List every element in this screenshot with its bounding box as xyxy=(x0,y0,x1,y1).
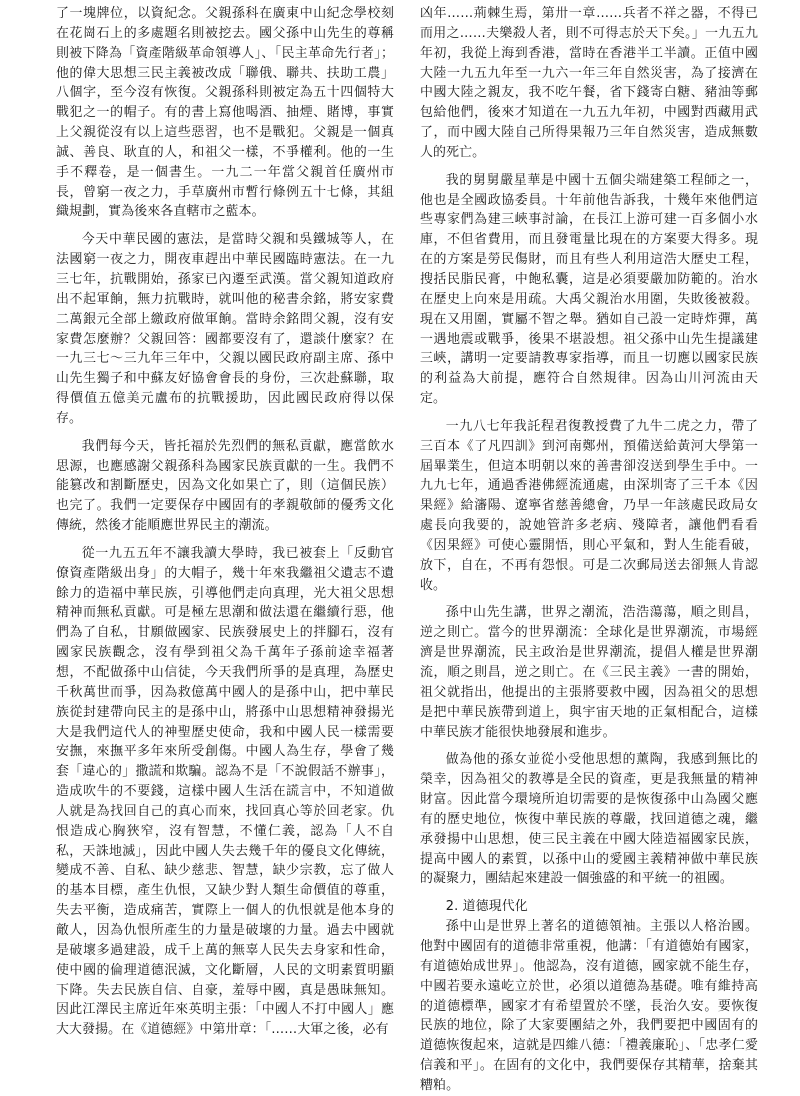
paragraph: 一九八七年我託程君復教授費了九牛二虎之力，帶了三百本《了凡四訓》到河南鄭州，預備送給黃河大學第一屆畢業生，但這本明朝以來的善書卻沒送到學生手中。一九九七年，通過香港佛經流通處，由深圳寄了三千本《因果經》給瀋陽、遼寧省慈善總會，乃早一年該處民政局女處長向我要的，說她管許多老病、殘障者，讓他們看看《因果經》可使心靈開悟，則心平氣和，對人生能看破，放下，自在，不再有怨恨。可是二次郵局送去卻無人肯認收。 xyxy=(420,418,758,593)
paragraph: 孫中山先生講，世界之潮流，浩浩蕩蕩，順之則昌，逆之則亡。當今的世界潮流：全球化是世界潮流，市場經濟是世界潮流，民主政治是世界潮流，提倡人權是世界潮流，順之則昌，逆之則亡。在《三民主義》一書的開始，祖父就指出，他提出的主張將要救中國，因為祖父的思想是把中華民族帶到道上，與宇宙天地的正氣相配合，這樣中華民族才能很快地發展和進步。 xyxy=(420,605,758,740)
paragraph: 我的舅舅嚴星華是中國十五個尖端建築工程師之一，他也是全國政協委員。十年前他告訴我，十幾年來他們這些專家們為建三峽事討論，在長江上游可建一百多個小水庫，不但省費用，而且發電量比現在的方案要大得多。現在的方案是勞民傷財，而且有些人利用這浩大歷史工程，搜括民脂民膏，中飽私囊，這是必須要嚴加防範的。治水在歷史上向來是用疏。大禹父親治水用圍，失敗後被殺。現在又用圍，實屬不智之舉。猶如自己設一定時炸彈，萬一遇地震或戰爭，後果不堪設想。祖父孫中山先生提議建三峽，講明一定要請教專家指導，而且一切應以國家民族的利益為大前提，應符合自然規律。因為山川河流由天定。 xyxy=(420,172,758,407)
paragraph: 孫中山是世界上著名的道德領袖。主張以人格治國。他對中國固有的道德非常重視，他講：「有道德始有國家，有道德始成世界」。他認為，沒有道德，國家就不能生存，中國若要永遠屹立於世，必須以道德為基礎。唯有維持高的道德標準，國家才有希望置於不墜，長治久安。要恢復民族的地位，除了大家要團結之外，我們要把中國固有的道德恢復起來，這就是四維八德：「禮義廉恥」、「忠孝仁愛信義和平」。在固有的文化中，我們要保存其精華，捨棄其糟粕。 xyxy=(420,919,758,1093)
paragraph: 今天中華民國的憲法，是當時父親和吳鐵城等人，在法國窮一夜之力，開夜車趕出中華民國臨時憲法。在一九三七年，抗戰開始，孫家已內遷至武漢。當父親知道政府出不起軍餉，無力抗戰時，就叫他的秘書余銘，將安家費二萬銀元全部上繳政府做軍餉。當時余銘問父親，沒有安家費怎麼辦？父親回答：國都要沒有了，還談什麼家？在一九三七～三九年三年中，父親以國民政府副主席、孫中山先生獨子和中蘇友好協會會長的身份，三次赴蘇聯，取得價值五億美元盧布的抗戰援助，因此國民政府得以保存。 xyxy=(56,232,394,426)
paragraph: 了一塊牌位，以資紀念。父親孫科在廣東中山紀念學校刻在花崗石上的多處題名則被挖去。國父孫中山先生的尊稱則被下降為「資產階級革命領導人」、「民主革命先行者」；他的偉大思想三民主義被改成「聯俄、聯共、扶助工農」八個字，至今沒有恢復。父親孫科則被定為五十四個特大戰犯之一的帽子。有的書上寫他喝酒、抽煙、賭博，事實上父親從沒有以上這些惡習，也不是戰犯。父親是一個真誠、善良、耿直的人，和祖父一樣，不爭權利。他的一生手不釋卷，是一個書生。一九二一年當父親首任廣州市長，曾窮一夜之力，手草廣州市暫行條例五十七條，其組織規劃，實為後來各直轄市之藍本。 xyxy=(56,6,394,220)
paragraph: 凶年……荊棘生焉，第卅一章……兵者不祥之器，不得已而用之……夫樂殺人者，則不可得志於天下矣。」一九五九年初，我從上海到香港，當時在香港半工半讀。正值中國大陸一九五九年至一九六一年三年自然災害，為了接濟在中國大陸之親友，我不吃午餐，省下錢寄白糖、豬油等郵包給他們，後來才知道在一九五九年初，中國對西藏用武了，而中國大陸自己所得果報乃三年自然災害，造成無數人的死亡。 xyxy=(420,6,758,160)
paragraph: 做為他的孫女並從小受他思想的薰陶，我感到無比的榮幸，因為祖父的教導是全民的資產，更是我無量的精神財富。因此當今環境所迫切需要的是恢復孫中山為國父應有的歷史地位，恢復中華民族的尊嚴，找回道德之魂，繼承發揚中山思想，使三民主義在中國大陸造福國家民族，提高中國人的素質，以孫中山的愛國主義精神做中華民族的凝聚力，團結起來建設一個強盛的和平統一的祖國。 xyxy=(420,752,758,887)
paragraph: 從一九五五年不讓我讀大學時，我已被套上「反動官僚資產階級出身」的大帽子，幾十年來我繼祖父遺志不遺餘力的造福中華民族，引導他們走向真理，光大祖父思想精神而無私貢獻。可是極左思潮和做法還在繼續行惡，他們為了自私，甘願做國家、民族發展史上的拌腳石，沒有國家民族觀念，沒有學到祖父為千萬年子孫前途幸福著想，不配做孫中山信徒，今天我們所爭的是真理，為歷史千秋萬世而爭，因為救億萬中國人的是孫中山，把中華民族從封建帶向民主的是孫中山，將孫中山思想精神發揚光大是我們這代人的神聖歷史使命，我和中國人民一樣需要安撫，來撫平多年來所受創傷。中國人為生存，學會了幾套「違心的」撒謊和欺騙。認為不是「不說假話不辦事」，造成吹牛的不要錢，這樣中國人生活在謊言中，不知道做人就是為找回自己的真心而來，找回真心等於回老家。仇恨造成心胸狹窄，沒有智慧，不懂仁義，認為「人不自私，天誅地滅」，因此中國人失去幾千年的優良文化傳統，變成不善、自私、缺少慈悲、智慧，缺少宗教，忘了做人的基本目標，產生仇恨，又缺少對人類生命價值的尊重，失去平衡，造成痛苦，實際上一個人的仇恨就是他本身的敵人，因為仇恨所產生的力量是破壞的力量。過去中國就是破壞多過建設，成千上萬的無辜人民失去身家和性命，使中國的倫理道德泯滅，文化斷層，人民的文明素質明顯下降。失去民族自信、自豪，羞辱中國，真是愚昧無知。因此江澤民主席近年來英明主張：「中國人不打中國人」應大大發揚。在《道德經》中第卅章：「……大軍之後，必有 xyxy=(56,545,394,1038)
left-column xyxy=(56,4,394,1038)
paragraph: 我們每今天，皆托福於先烈們的無私貢獻，應當飲水思源，也應感謝父親孫科為國家民族貢獻的一生。我們不能篡改和割斷歷史，因為文化如果亡了，則（這個民族）也完了。我們一定要保存中國固有的孝親敬師的優秀文化傳統，然後才能順應世界民主的潮流。 xyxy=(56,438,394,534)
section-heading: 2. 道德現代化 xyxy=(445,899,528,915)
right-column xyxy=(420,4,758,1093)
